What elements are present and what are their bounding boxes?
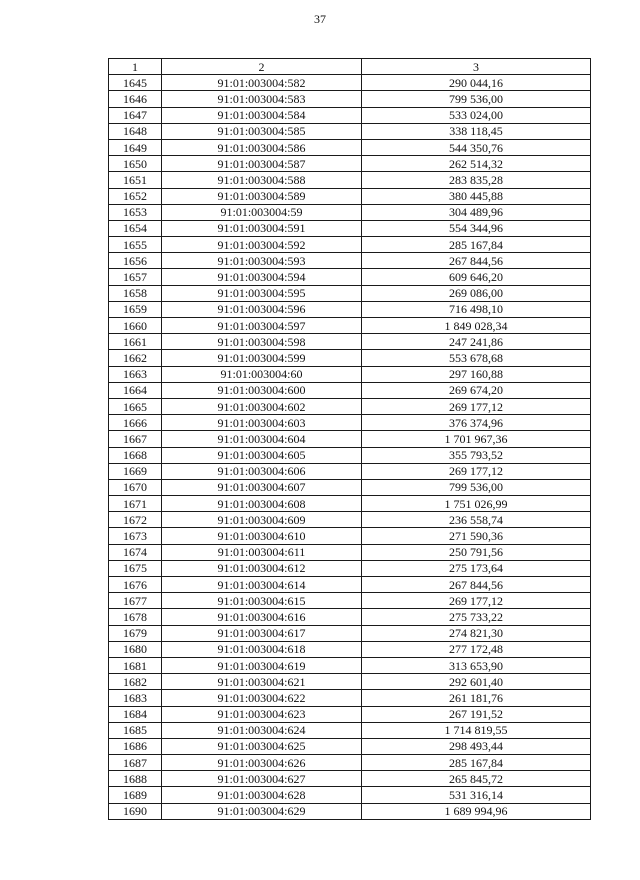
- row-number-cell: 1689: [109, 787, 162, 803]
- table-row: [109, 674, 591, 690]
- row-number-cell: 1655: [109, 237, 162, 253]
- cadastral-number-cell: 91:01:003004:585: [162, 123, 362, 139]
- table-row: [109, 318, 591, 334]
- cadastral-number-cell: 91:01:003004:603: [162, 415, 362, 431]
- table-row: [109, 771, 591, 787]
- value-cell: 267 191,52: [362, 706, 591, 722]
- value-cell: 247 241,86: [362, 334, 591, 350]
- row-number-cell: 1648: [109, 123, 162, 139]
- value-cell: 1 714 819,55: [362, 722, 591, 738]
- cadastral-number-cell: 91:01:003004:59: [162, 204, 362, 220]
- cadastral-number-cell: 91:01:003004:602: [162, 398, 362, 414]
- value-cell: 1 701 967,36: [362, 431, 591, 447]
- cadastral-number-cell: 91:01:003004:595: [162, 285, 362, 301]
- row-number-cell: 1688: [109, 771, 162, 787]
- row-number-cell: 1656: [109, 253, 162, 269]
- value-cell: 553 678,68: [362, 350, 591, 366]
- cadastral-number-cell: 91:01:003004:599: [162, 350, 362, 366]
- table-row: [109, 139, 591, 155]
- row-number-cell: 1679: [109, 625, 162, 641]
- cadastral-number-cell: 91:01:003004:591: [162, 220, 362, 236]
- table-row: [109, 593, 591, 609]
- table-row: [109, 625, 591, 641]
- cadastral-number-cell: 91:01:003004:606: [162, 463, 362, 479]
- table-row: [109, 431, 591, 447]
- value-cell: 267 844,56: [362, 577, 591, 593]
- cadastral-number-cell: 91:01:003004:587: [162, 156, 362, 172]
- cadastral-number-cell: 91:01:003004:624: [162, 722, 362, 738]
- cadastral-number-cell: 91:01:003004:627: [162, 771, 362, 787]
- row-number-cell: 1690: [109, 803, 162, 819]
- table-row: [109, 479, 591, 495]
- value-cell: 285 167,84: [362, 237, 591, 253]
- row-number-cell: 1674: [109, 544, 162, 560]
- table-row: [109, 350, 591, 366]
- value-cell: 269 177,12: [362, 463, 591, 479]
- table-row: [109, 544, 591, 560]
- value-cell: 544 350,76: [362, 139, 591, 155]
- value-cell: 275 173,64: [362, 560, 591, 576]
- table-row: [109, 463, 591, 479]
- value-cell: 285 167,84: [362, 755, 591, 771]
- cadastral-number-cell: 91:01:003004:597: [162, 318, 362, 334]
- table-row: [109, 237, 591, 253]
- row-number-cell: 1654: [109, 220, 162, 236]
- value-cell: 533 024,00: [362, 107, 591, 123]
- cadastral-number-cell: 91:01:003004:614: [162, 577, 362, 593]
- value-cell: 292 601,40: [362, 674, 591, 690]
- table-row: [109, 787, 591, 803]
- row-number-cell: 1662: [109, 350, 162, 366]
- row-number-cell: 1645: [109, 75, 162, 91]
- value-cell: 313 653,90: [362, 657, 591, 673]
- table-row: [109, 657, 591, 673]
- value-cell: 1 689 994,96: [362, 803, 591, 819]
- cadastral-number-cell: 91:01:003004:616: [162, 609, 362, 625]
- value-cell: 304 489,96: [362, 204, 591, 220]
- value-cell: 269 177,12: [362, 398, 591, 414]
- value-cell: 1 849 028,34: [362, 318, 591, 334]
- table-row: [109, 301, 591, 317]
- row-number-cell: 1678: [109, 609, 162, 625]
- table-row: [109, 172, 591, 188]
- value-cell: 269 086,00: [362, 285, 591, 301]
- column-header-3: 3: [362, 59, 591, 75]
- row-number-cell: 1681: [109, 657, 162, 673]
- table-row: [109, 496, 591, 512]
- row-number-cell: 1666: [109, 415, 162, 431]
- table-row: [109, 415, 591, 431]
- value-cell: 277 172,48: [362, 641, 591, 657]
- table-row: [109, 269, 591, 285]
- cadastral-number-cell: 91:01:003004:598: [162, 334, 362, 350]
- table-row: [109, 204, 591, 220]
- cadastral-number-cell: 91:01:003004:628: [162, 787, 362, 803]
- row-number-cell: 1646: [109, 91, 162, 107]
- row-number-cell: 1686: [109, 738, 162, 754]
- row-number-cell: 1647: [109, 107, 162, 123]
- row-number-cell: 1671: [109, 496, 162, 512]
- value-cell: 261 181,76: [362, 690, 591, 706]
- value-cell: 799 536,00: [362, 479, 591, 495]
- row-number-cell: 1658: [109, 285, 162, 301]
- cadastral-number-cell: 91:01:003004:600: [162, 382, 362, 398]
- table-row: [109, 382, 591, 398]
- cadastral-number-cell: 91:01:003004:626: [162, 755, 362, 771]
- value-cell: 283 835,28: [362, 172, 591, 188]
- cadastral-number-cell: 91:01:003004:611: [162, 544, 362, 560]
- row-number-cell: 1673: [109, 528, 162, 544]
- row-number-cell: 1660: [109, 318, 162, 334]
- row-number-cell: 1685: [109, 722, 162, 738]
- cadastral-number-cell: 91:01:003004:604: [162, 431, 362, 447]
- value-cell: 531 316,14: [362, 787, 591, 803]
- row-number-cell: 1682: [109, 674, 162, 690]
- cadastral-number-cell: 91:01:003004:592: [162, 237, 362, 253]
- cadastral-number-cell: 91:01:003004:588: [162, 172, 362, 188]
- table-row: [109, 188, 591, 204]
- row-number-cell: 1661: [109, 334, 162, 350]
- row-number-cell: 1668: [109, 447, 162, 463]
- cadastral-number-cell: 91:01:003004:622: [162, 690, 362, 706]
- value-cell: 265 845,72: [362, 771, 591, 787]
- row-number-cell: 1649: [109, 139, 162, 155]
- value-cell: 267 844,56: [362, 253, 591, 269]
- table-row: [109, 512, 591, 528]
- value-cell: 799 536,00: [362, 91, 591, 107]
- table-row: [109, 738, 591, 754]
- value-cell: 716 498,10: [362, 301, 591, 317]
- row-number-cell: 1664: [109, 382, 162, 398]
- value-cell: 554 344,96: [362, 220, 591, 236]
- row-number-cell: 1667: [109, 431, 162, 447]
- cadastral-number-cell: 91:01:003004:619: [162, 657, 362, 673]
- cadastral-number-cell: 91:01:003004:584: [162, 107, 362, 123]
- value-cell: 275 733,22: [362, 609, 591, 625]
- table-row: [109, 803, 591, 819]
- table-row: [109, 285, 591, 301]
- value-cell: 236 558,74: [362, 512, 591, 528]
- cadastral-number-cell: 91:01:003004:593: [162, 253, 362, 269]
- cadastral-number-cell: 91:01:003004:596: [162, 301, 362, 317]
- cadastral-number-cell: 91:01:003004:582: [162, 75, 362, 91]
- table-row: [109, 690, 591, 706]
- value-cell: 609 646,20: [362, 269, 591, 285]
- column-header-2: 2: [162, 59, 362, 75]
- row-number-cell: 1670: [109, 479, 162, 495]
- value-cell: 380 445,88: [362, 188, 591, 204]
- table-row: [109, 75, 591, 91]
- value-cell: 262 514,32: [362, 156, 591, 172]
- value-cell: 297 160,88: [362, 366, 591, 382]
- value-cell: 338 118,45: [362, 123, 591, 139]
- table-row: [109, 253, 591, 269]
- table-row: [109, 560, 591, 576]
- value-cell: 269 177,12: [362, 593, 591, 609]
- table-row: [109, 107, 591, 123]
- row-number-cell: 1650: [109, 156, 162, 172]
- row-number-cell: 1683: [109, 690, 162, 706]
- table-row: [109, 447, 591, 463]
- value-cell: 376 374,96: [362, 415, 591, 431]
- cadastral-number-cell: 91:01:003004:612: [162, 560, 362, 576]
- row-number-cell: 1659: [109, 301, 162, 317]
- table-row: [109, 577, 591, 593]
- table-row: [109, 220, 591, 236]
- cadastral-value-table: [108, 58, 591, 820]
- row-number-cell: 1684: [109, 706, 162, 722]
- cadastral-number-cell: 91:01:003004:625: [162, 738, 362, 754]
- row-number-cell: 1680: [109, 641, 162, 657]
- cadastral-number-cell: 91:01:003004:594: [162, 269, 362, 285]
- row-number-cell: 1653: [109, 204, 162, 220]
- value-cell: 1 751 026,99: [362, 496, 591, 512]
- row-number-cell: 1675: [109, 560, 162, 576]
- table-row: [109, 156, 591, 172]
- cadastral-number-cell: 91:01:003004:617: [162, 625, 362, 641]
- cadastral-number-cell: 91:01:003004:610: [162, 528, 362, 544]
- row-number-cell: 1652: [109, 188, 162, 204]
- page-number: 37: [314, 12, 326, 26]
- value-cell: 269 674,20: [362, 382, 591, 398]
- cadastral-number-cell: 91:01:003004:618: [162, 641, 362, 657]
- value-cell: 298 493,44: [362, 738, 591, 754]
- cadastral-number-cell: 91:01:003004:621: [162, 674, 362, 690]
- table-row: [109, 641, 591, 657]
- cadastral-number-cell: 91:01:003004:586: [162, 139, 362, 155]
- row-number-cell: 1676: [109, 577, 162, 593]
- cadastral-number-cell: 91:01:003004:615: [162, 593, 362, 609]
- table-row: [109, 334, 591, 350]
- table-row: [109, 755, 591, 771]
- cadastral-number-cell: 91:01:003004:605: [162, 447, 362, 463]
- value-cell: 271 590,36: [362, 528, 591, 544]
- table-body: [109, 75, 591, 820]
- table-row: [109, 91, 591, 107]
- cadastral-number-cell: 91:01:003004:583: [162, 91, 362, 107]
- table-row: [109, 722, 591, 738]
- value-cell: 274 821,30: [362, 625, 591, 641]
- row-number-cell: 1663: [109, 366, 162, 382]
- row-number-cell: 1687: [109, 755, 162, 771]
- value-cell: 250 791,56: [362, 544, 591, 560]
- row-number-cell: 1657: [109, 269, 162, 285]
- table-row: [109, 528, 591, 544]
- column-header-1: 1: [109, 59, 162, 75]
- cadastral-number-cell: 91:01:003004:609: [162, 512, 362, 528]
- row-number-cell: 1669: [109, 463, 162, 479]
- cadastral-number-cell: 91:01:003004:623: [162, 706, 362, 722]
- row-number-cell: 1677: [109, 593, 162, 609]
- row-number-cell: 1651: [109, 172, 162, 188]
- table-row: [109, 398, 591, 414]
- table-row: [109, 609, 591, 625]
- table-header-row: [109, 59, 591, 75]
- value-cell: 290 044,16: [362, 75, 591, 91]
- table-row: [109, 706, 591, 722]
- table-row: [109, 123, 591, 139]
- row-number-cell: 1665: [109, 398, 162, 414]
- table-row: [109, 366, 591, 382]
- cadastral-number-cell: 91:01:003004:589: [162, 188, 362, 204]
- cadastral-number-cell: 91:01:003004:629: [162, 803, 362, 819]
- value-cell: 355 793,52: [362, 447, 591, 463]
- row-number-cell: 1672: [109, 512, 162, 528]
- cadastral-number-cell: 91:01:003004:60: [162, 366, 362, 382]
- cadastral-number-cell: 91:01:003004:608: [162, 496, 362, 512]
- cadastral-number-cell: 91:01:003004:607: [162, 479, 362, 495]
